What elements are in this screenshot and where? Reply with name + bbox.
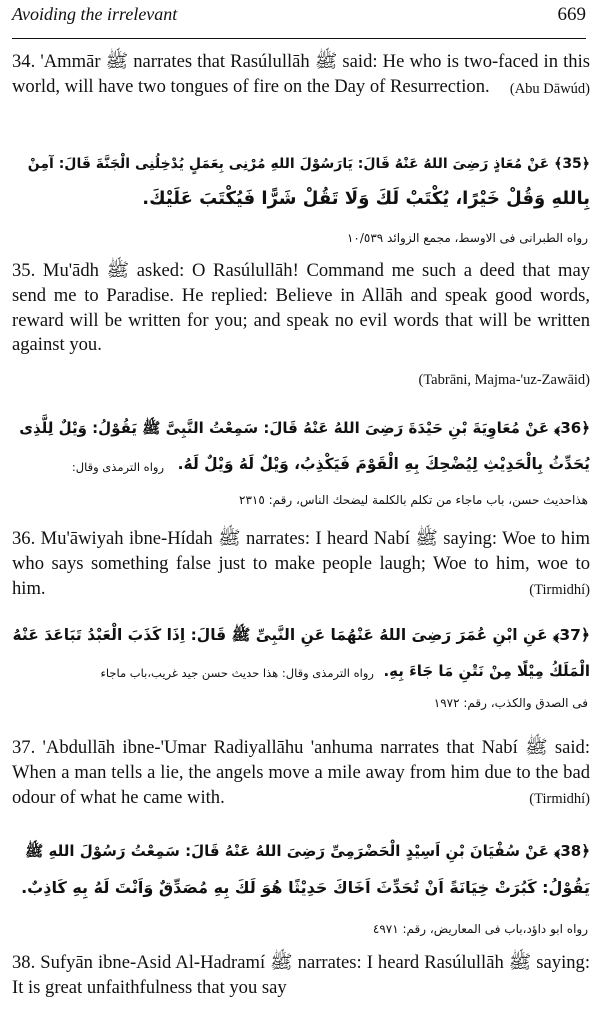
hadith-38-arabic-line-1: ﴿38﴾ عَنْ سُفْيَانَ بْنِ اَسِيْدٍ الْحَضْرَمِىِّ رَضِىَ اللهُ عَنْهُ قَالَ: سَمِعْتُ رَسُوْلَ اللهِ ﷺ (25, 842, 590, 860)
hadith-38-arabic-line-2: يَقُوْلُ: كَبُرَتْ خِيَانَةً اَنْ تُحَدِّثَ اَخَاكَ حَدِيْثًا هُوَ لَكَ بِهِ مُصَدِّقٌ وَاَنْتَ لَهُ بِهِ كَاذِبٌ. (21, 878, 590, 897)
hadith-34-source: (Abu Dāwúd) (509, 80, 590, 97)
hadith-35-arabic-line-2: بِاللهِ وَقُلْ خَيْرًا، يُكْتَبْ لَكَ وَلَا تَقُلْ شَرًّا فَيُكْتَبَ عَلَيْكَ. (142, 188, 590, 209)
hadith-38-translation: 38. Sufyān ibne-Asid Al-Hadramí ﷺ narrates: I heard Rasúlullāh ﷺ saying: It is great unfaithfulness that you say (12, 952, 591, 998)
hadith-36-arabic-reference: هذاحديث حسن، باب ماجاء من تكلم بالكلمة ليضحك الناس، رقم: ٢٣١٥ (239, 493, 588, 507)
hadith-36-translation: 36. Mu'āwiyah ibne-Hídah ﷺ narrates: I heard Nabí ﷺ saying: Woe to him who says something false just to make people laugh; Woe to him, woe to him. (12, 528, 590, 599)
hadith-34-translation (12, 50, 590, 102)
hadith-34-text: 34. 'Ammār ﷺ narrates that Rasúlullāh ﷺ said: He who is two-faced in this world, will have two tongues of fire on the Day of Resurrection. (12, 51, 590, 97)
hadith-37-arabic-line-2: الْمَلَكُ مِيْلًا مِنْ نَتْنِ مَا جَاءَ بِهِ. (383, 662, 590, 680)
hadith-36-arabic-line-2: يُحَدِّثُ بِالْحَدِيْثِ لِيُضْحِكَ بِهِ الْقَوْمَ فَيَكْذِبُ، وَيْلٌ لَهُ وَيْلٌ لَهُ. (177, 455, 590, 473)
hadith-37-source: (Tirmidhí) (529, 791, 590, 807)
hadith-37-arabic-side-reference: رواه الترمذى وقال: هذا حديث حسن جيد غريب،باب ماجاء (100, 666, 374, 680)
hadith-35-translation: 35. Mu'ādh ﷺ asked: O Rasúlullāh! Command me such a deed that may send me to Paradise. He replied: Believe in Allāh and speak good words, reward will be written for you; and speak no evil words that will be written against you. (12, 260, 590, 356)
hadith-37-translation: 37. 'Abdullāh ibne-'Umar Radiyallāhu 'anhuma narrates that Nabí ﷺ said: When a man tells a lie, the angels move a mile away from him due to the bad odour of what he came with. (12, 737, 590, 808)
hadith-37-arabic-reference: فى الصدق والكذب، رقم: ١٩٧٢ (433, 696, 588, 710)
hadith-38-arabic-reference: رواه ابو داؤد،باب فى المعاريض، رقم: ٤٩٧١ (372, 922, 588, 936)
hadith-36-arabic-line-1: ﴿36﴾ عَنْ مُعَاوِيَةَ بْنِ حَيْدَةَ رَضِىَ اللهُ عَنْهُ قَالَ: سَمِعْتُ النَّبِىَّ ﷺ يَقُوْلُ: وَيْلٌ لِلَّذِى (19, 419, 590, 437)
page-header (12, 0, 586, 39)
page-number: 669 (557, 4, 586, 25)
hadith-35-arabic-reference: رواه الطبرانى فى الاوسط، مجمع الزوائد ١٠/٥٣٩ (346, 231, 588, 245)
hadith-36-arabic-side-reference: رواه الترمذى وقال: (71, 460, 164, 474)
hadith-37-arabic-line-1: ﴿37﴾ عَنِ ابْنِ عُمَرَ رَضِىَ اللهُ عَنْهُمَا عَنِ النَّبِىِّ ﷺ قَالَ: اِذَا كَذَبَ الْعَبْدُ تَبَاعَدَ عَنْهُ (12, 626, 590, 644)
hadith-35-arabic-line-1: ﴿35﴾ عَنْ مُعَاذٍ رَضِىَ اللهُ عَنْهُ قَالَ: يَارَسُوْلَ اللهِ مُرْنِى بِعَمَلٍ يُدْخِلُنِى الْجَنَّةَ قَالَ: آمِنْ (27, 156, 590, 172)
hadith-35-source: (Tabrāni, Majma-'uz-Zawāid) (418, 372, 590, 388)
running-title: Avoiding the irrelevant (12, 4, 178, 24)
hadith-36-source: (Tirmidhí) (529, 582, 590, 598)
